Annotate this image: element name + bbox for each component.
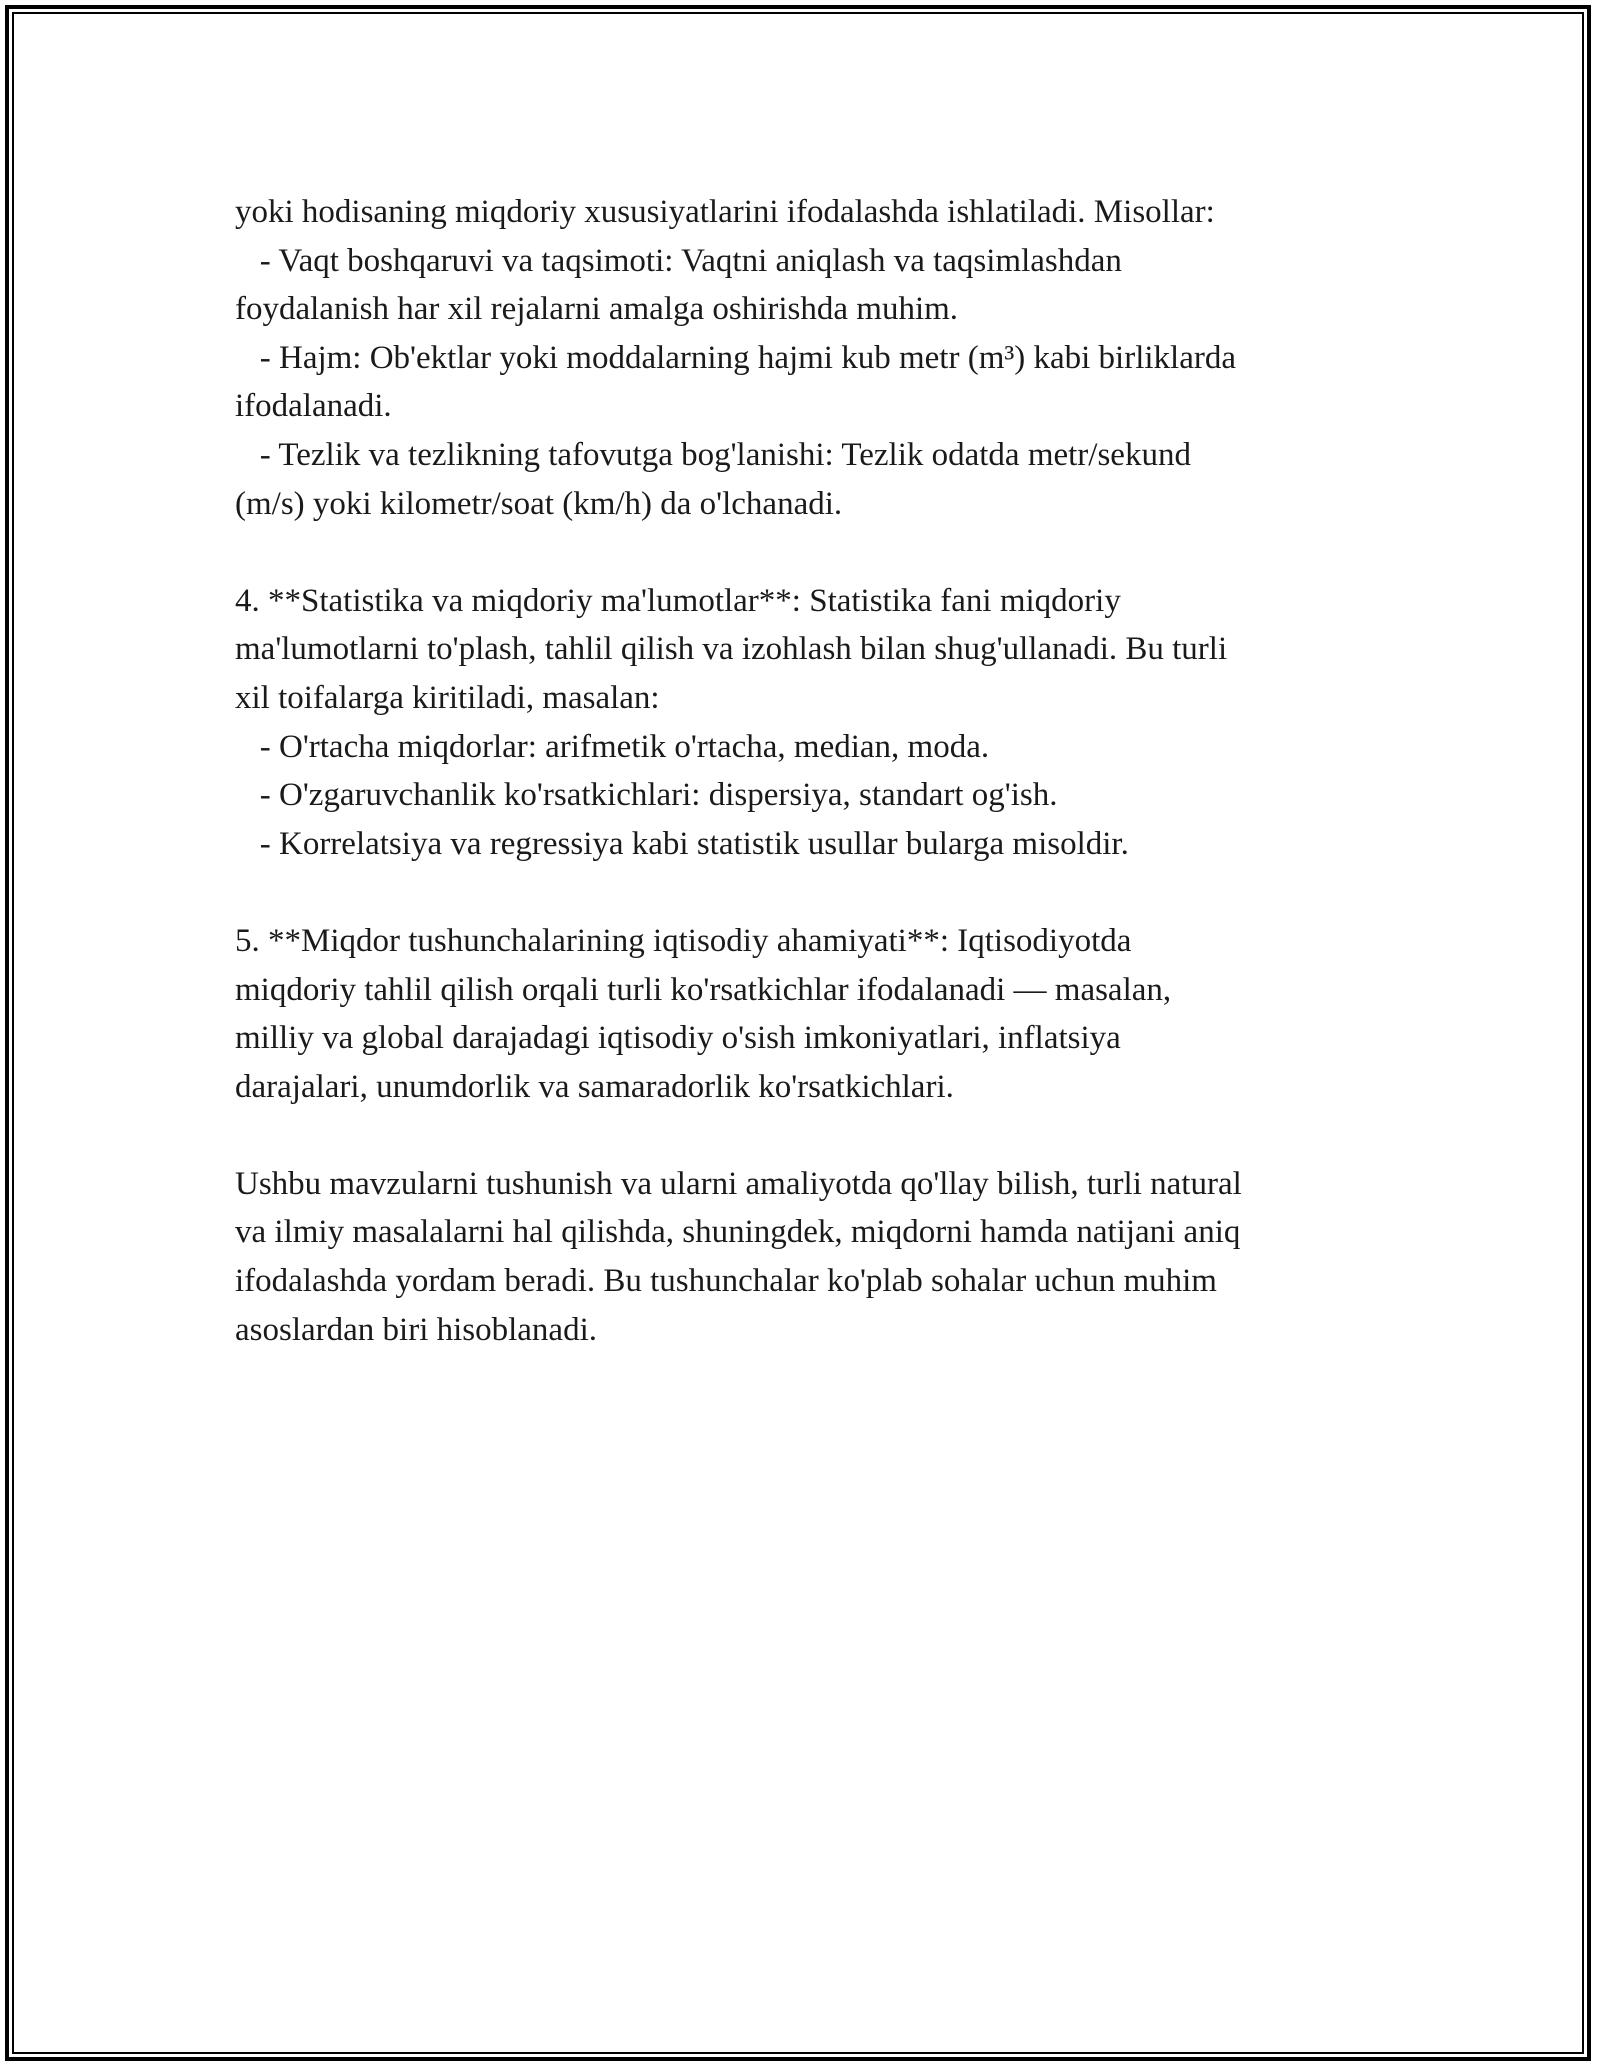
section-4-statistics <box>235 577 1375 869</box>
text-line: xil toifalarga kiritiladi, masalan: <box>235 679 660 716</box>
text-line: - Vaqt boshqaruvi va taqsimoti: Vaqtni aniqlash va taqsimlashdan <box>235 242 1122 279</box>
text-line: ifodalashda yordam beradi. Bu tushunchalar ko'plab sohalar uchun muhim <box>235 1263 1217 1300</box>
text-line: 4. **Statistika va miqdoriy ma'lumotlar**: Statistika fani miqdoriy <box>235 582 1121 619</box>
text-line: - Tezlik va tezlikning tafovutga bog'lanishi: Tezlik odatda metr/sekund <box>235 436 1191 473</box>
text-line: - O'zgaruvchanlik ko'rsatkichlari: dispersiya, standart og'ish. <box>235 777 1058 814</box>
text-line: asoslardan biri hisoblanadi. <box>235 1311 598 1348</box>
text-line: - Hajm: Ob'ektlar yoki moddalarning hajmi kub metr (m³) kabi birliklarda <box>235 339 1237 376</box>
text-line: yoki hodisaning miqdoriy xususiyatlarini ifodalashda ishlatiladi. Misollar: <box>235 194 1215 230</box>
paragraph-gap <box>235 528 1375 577</box>
text-line: Ushbu mavzularni tushunish va ularni amaliyotda qo'llay bilish, turli natural <box>235 1165 1242 1202</box>
document-body <box>235 188 1375 1354</box>
text-line: milliy va global darajadagi iqtisodiy o'sish imkoniyatlari, inflatsiya <box>235 1020 1121 1057</box>
text-line: miqdoriy tahlil qilish orqali turli ko'rsatkichlar ifodalanadi — masalan, <box>235 971 1172 1008</box>
section-5-economics <box>235 917 1375 1111</box>
text-line: (m/s) yoki kilometr/soat (km/h) da o'lchanadi. <box>235 485 843 522</box>
conclusion-paragraph <box>235 1160 1375 1354</box>
intro-paragraph <box>235 188 1375 528</box>
paragraph-gap <box>235 1111 1375 1160</box>
text-line: darajalari, unumdorlik va samaradorlik ko'rsatkichlari. <box>235 1068 954 1105</box>
text-line: va ilmiy masalalarni hal qilishda, shuningdek, miqdorni hamda natijani aniq <box>235 1214 1241 1251</box>
paragraph-gap <box>235 868 1375 917</box>
text-line: foydalanish har xil rejalarni amalga oshirishda muhim. <box>235 291 959 328</box>
text-line: - O'rtacha miqdorlar: arifmetik o'rtacha, median, moda. <box>235 728 990 765</box>
text-line: ma'lumotlarni to'plash, tahlil qilish va izohlash bilan shug'ullanadi. Bu turli <box>235 631 1228 668</box>
text-line: ifodalanadi. <box>235 388 392 425</box>
text-line: - Korrelatsiya va regressiya kabi statistik usullar bularga misoldir. <box>235 825 1129 862</box>
text-line: 5. **Miqdor tushunchalarining iqtisodiy ahamiyati**: Iqtisodiyotda <box>235 922 1132 959</box>
